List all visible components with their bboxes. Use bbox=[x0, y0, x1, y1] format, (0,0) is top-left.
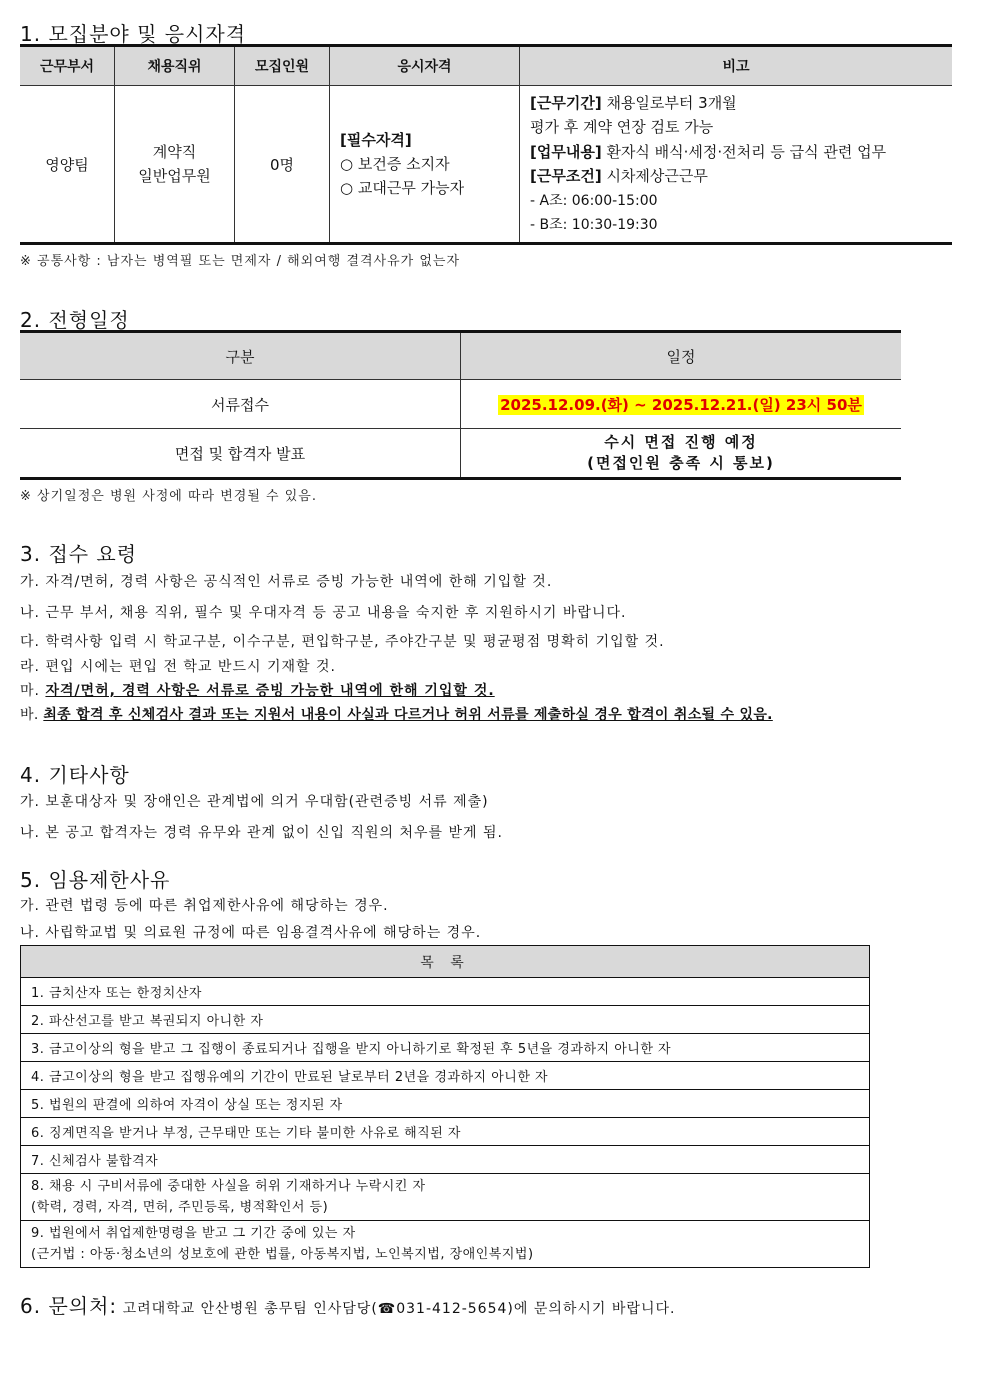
list-item: 1. 금치산자 또는 한정치산자 bbox=[21, 978, 870, 1006]
table-row bbox=[21, 1062, 870, 1090]
item-text: 학력사항 입력 시 학교구분, 이수구분, 편입학구분, 주야간구분 및 평균평점 명확히 기입할 것. bbox=[45, 634, 665, 650]
section6-title: 6. 문의처: bbox=[20, 1294, 118, 1318]
item-text: 편입 시에는 편입 전 학교 반드시 기재할 것. bbox=[45, 659, 336, 675]
section3-item bbox=[20, 631, 665, 651]
list-item: 3. 금고이상의 형을 받고 그 집행이 종료되거나 집행을 받지 아니하기로 확정된 후 5년을 경과하지 아니한 자 bbox=[21, 1034, 870, 1062]
schedule-label: 서류접수 bbox=[20, 380, 461, 429]
position-line1: 계약직 bbox=[152, 143, 197, 161]
restriction-list-table bbox=[20, 945, 870, 1268]
item-prefix: 마. bbox=[20, 683, 46, 699]
dept-cell: 영양팀 bbox=[20, 86, 115, 244]
list-header: 목 록 bbox=[21, 946, 870, 978]
interview-line2: (면접인원 충족 시 통보) bbox=[587, 454, 775, 472]
table-row bbox=[21, 978, 870, 1006]
remark-label: [근무조건] bbox=[530, 167, 602, 185]
remark-label: [근무기간] bbox=[530, 93, 602, 112]
list-item bbox=[21, 1221, 870, 1268]
list-item: 4. 금고이상의 형을 받고 집행유예의 기간이 만료된 날로부터 2년을 경과하지 아니한 자 bbox=[21, 1062, 870, 1090]
table-row bbox=[21, 1118, 870, 1146]
section5-item: 가. 관련 법령 등에 따른 취업제한사유에 해당하는 경우. bbox=[20, 898, 389, 914]
list-item: 2. 파산선고를 받고 복권되지 아니한 자 bbox=[21, 1006, 870, 1034]
position-cell bbox=[115, 86, 235, 244]
schedule-label: 면접 및 합격자 발표 bbox=[20, 429, 461, 479]
section5-item: 나. 사립학교법 및 의료원 규정에 따른 임용결격사유에 해당하는 경우. bbox=[20, 925, 482, 941]
remark-label: [업무내용] bbox=[530, 142, 602, 161]
section1-title: 1. 모집분야 및 응시자격 bbox=[20, 22, 247, 46]
section3-item bbox=[20, 656, 336, 676]
list-item bbox=[21, 1174, 870, 1221]
list-item-line: 8. 채용 시 구비서류에 중대한 사실을 허위 기재하거나 누락시킨 자 bbox=[31, 1179, 426, 1194]
section3-item bbox=[20, 602, 626, 622]
header-remarks: 비고 bbox=[520, 46, 953, 86]
qualification-title: [필수자격] bbox=[340, 131, 412, 149]
table-row bbox=[21, 1006, 870, 1034]
table-row bbox=[20, 429, 901, 479]
schedule-value bbox=[461, 429, 902, 479]
item-prefix: 나. bbox=[20, 605, 46, 621]
remark-text: 시차제상근근무 bbox=[601, 167, 708, 185]
header-category: 구분 bbox=[20, 332, 461, 380]
schedule-value bbox=[461, 380, 902, 429]
table-row bbox=[21, 1221, 870, 1268]
section3-item bbox=[20, 680, 495, 700]
section3-title: 3. 접수 요령 bbox=[20, 542, 138, 566]
contact-text: 고려대학교 안산병원 총무팀 인사담당(☎031-412-5654)에 문의하시기 바랍니다. bbox=[117, 1301, 676, 1317]
item-text-emphasis: 최종 합격 후 신체검사 결과 또는 지원서 내용이 사실과 다르거나 허위 서류를 제출하실 경우 합격이 취소될 수 있음. bbox=[43, 707, 773, 723]
header-schedule: 일정 bbox=[461, 332, 902, 380]
list-item-line: 9. 법원에서 취업제한명령을 받고 그 기간 중에 있는 자 bbox=[31, 1226, 356, 1241]
position-line2: 일반업무원 bbox=[138, 167, 211, 185]
list-item: 6. 징계면직을 받거나 부정, 근무태만 또는 기타 불미한 사유로 해직된 자 bbox=[21, 1118, 870, 1146]
qualification-item: ○ 보건증 소지자 bbox=[340, 155, 450, 173]
section4-item: 나. 본 공고 합격자는 경력 유무와 관계 없이 신입 직원의 처우를 받게 됨. bbox=[20, 825, 503, 841]
remark-text: 평가 후 계약 연장 검토 가능 bbox=[530, 118, 714, 136]
table-row bbox=[20, 86, 952, 244]
item-prefix: 다. bbox=[20, 634, 46, 650]
section3-item bbox=[20, 571, 552, 591]
section2-note: ※ 상기일정은 병원 사정에 따라 변경될 수 있음. bbox=[20, 489, 317, 504]
table-row bbox=[20, 380, 901, 429]
section4-item: 가. 보훈대상자 및 장애인은 관계법에 의거 우대함(관련증빙 서류 제출) bbox=[20, 794, 489, 810]
remarks-cell bbox=[520, 86, 953, 244]
list-item-line: (근거법 : 아동·청소년의 성보호에 관한 법률, 아동복지법, 노인복지법, 장애인복지법) bbox=[31, 1247, 534, 1262]
header-position: 채용직위 bbox=[115, 46, 235, 86]
remark-text: - B조: 10:30-19:30 bbox=[530, 217, 658, 233]
qualification-cell bbox=[330, 86, 520, 244]
recruitment-table bbox=[20, 44, 952, 245]
remark-text: - A조: 06:00-15:00 bbox=[530, 192, 658, 209]
table-row bbox=[21, 1174, 870, 1221]
section4-title: 4. 기타사항 bbox=[20, 763, 130, 787]
item-prefix: 가. bbox=[20, 574, 46, 590]
section5-title: 5. 임용제한사유 bbox=[20, 868, 171, 892]
remark-text: 채용일로부터 3개월 bbox=[601, 93, 737, 112]
table-row bbox=[21, 1034, 870, 1062]
interview-line1: 수시 면접 진행 예정 bbox=[604, 433, 758, 451]
table-row bbox=[21, 1090, 870, 1118]
schedule-table bbox=[20, 330, 901, 480]
section3-item bbox=[20, 704, 773, 724]
header-count: 모집인원 bbox=[235, 46, 330, 86]
header-qualification: 응시자격 bbox=[330, 46, 520, 86]
contact-info bbox=[20, 1290, 675, 1319]
section2-title: 2. 전형일정 bbox=[20, 308, 130, 332]
item-prefix: 바. bbox=[20, 707, 44, 723]
header-dept: 근무부서 bbox=[20, 46, 115, 86]
section1-note: ※ 공통사항 : 남자는 병역필 또는 면제자 / 해외여행 결격사유가 없는자 bbox=[20, 254, 461, 269]
item-text: 자격/면허, 경력 사항은 공식적인 서류로 증빙 가능한 내역에 한해 기입할 것. bbox=[45, 574, 553, 590]
list-item-line: (학력, 경력, 자격, 면허, 주민등록, 병적확인서 등) bbox=[31, 1200, 329, 1215]
application-period: 2025.12.09.(화) ~ 2025.12.21.(일) 23시 50분 bbox=[500, 395, 862, 414]
item-text-emphasis: 자격/면허, 경력 사항은 서류로 증빙 가능한 내역에 한해 기입할 것. bbox=[45, 683, 495, 699]
table-row bbox=[21, 1146, 870, 1174]
item-text: 근무 부서, 채용 직위, 필수 및 우대자격 등 공고 내용을 숙지한 후 지원하시기 바랍니다. bbox=[45, 605, 627, 621]
count-cell: 0명 bbox=[235, 86, 330, 244]
item-prefix: 라. bbox=[20, 659, 46, 675]
list-item: 7. 신체검사 불합격자 bbox=[21, 1146, 870, 1174]
remark-text: 환자식 배식·세정·전처리 등 급식 관련 업무 bbox=[601, 142, 887, 161]
list-item: 5. 법원의 판결에 의하여 자격이 상실 또는 정지된 자 bbox=[21, 1090, 870, 1118]
qualification-item: ○ 교대근무 가능자 bbox=[340, 179, 465, 197]
